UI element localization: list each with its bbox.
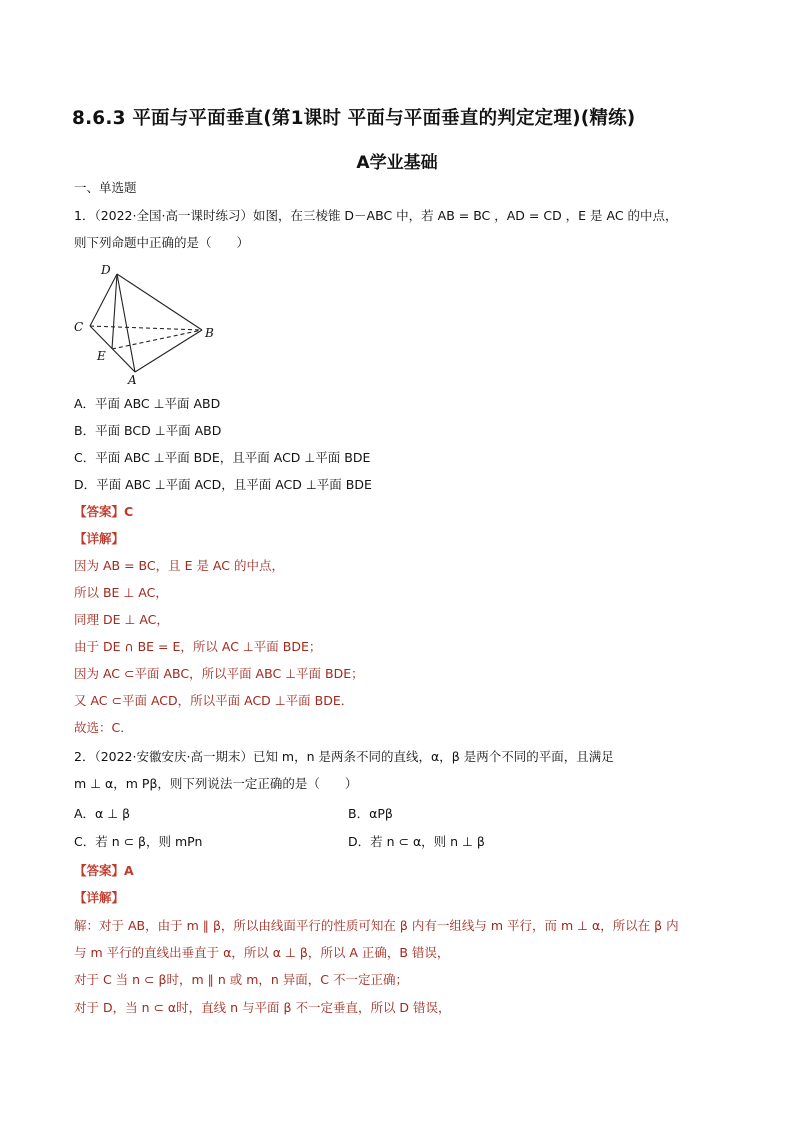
q1-option-b: B．平面 BCD ⊥平面 ABD (74, 423, 222, 438)
q2-option-d: D．若 n ⊂ α，则 n ⊥ β (348, 834, 485, 849)
segment-EB-hidden (112, 330, 202, 349)
edge-DB (117, 274, 202, 330)
q2-option-a: A．α ⊥ β (74, 806, 131, 821)
q1-option-d: D．平面 ABC ⊥平面 ACD，且平面 ACD ⊥平面 BDE (74, 477, 372, 492)
edge-AB (135, 330, 202, 372)
q1-detail-line: 由于 DE ∩ BE = E，所以 AC ⊥平面 BDE； (74, 639, 322, 654)
q2-stem-line-2: m ⊥ α，m Pβ，则下列说法一定正确的是（ ） (74, 776, 358, 791)
q2-detail-label: 【详解】 (74, 890, 125, 905)
q2-stem-line-1: 2．（2022·安徽安庆·高一期末）已知 m，n 是两条不同的直线，α，β 是两个不同的平面，且满足 (74, 749, 614, 764)
q1-detail-line: 因为 AC ⊂平面 ABC，所以平面 ABC ⊥平面 BDE； (74, 666, 364, 681)
q1-stem-line-1: 1．（2022·全国·高一课时练习）如图，在三棱锥 D－ABC 中，若 AB = BC ，AD = CD ，E 是 AC 的中点， (74, 208, 678, 223)
q1-detail-line: 所以 BE ⊥ AC， (74, 585, 168, 600)
q2-option-c: C．若 n ⊂ β，则 mPn (74, 834, 203, 849)
edge-DC (90, 274, 117, 326)
label-B: B (205, 326, 214, 340)
q1-option-c: C．平面 ABC ⊥平面 BDE，且平面 ACD ⊥平面 BDE (74, 450, 371, 465)
q2-answer: 【答案】A (74, 863, 134, 878)
q1-answer: 【答案】C (74, 504, 134, 519)
segment-DE (112, 274, 117, 349)
edge-DA (117, 274, 135, 372)
q1-detail-line: 同理 DE ⊥ AC， (74, 612, 169, 627)
pyramid-figure (70, 262, 230, 386)
q2-detail-line: 对于 D，当 n ⊂ α时，直线 n 与平面 β 不一定垂直，所以 D 错误， (74, 1000, 451, 1015)
section-subtitle: A学业基础 (356, 153, 438, 173)
label-A: A (128, 373, 137, 386)
q1-detail-line: 因为 AB = BC，且 E 是 AC 的中点， (74, 558, 284, 573)
page-title: 8.6.3 平面与平面垂直(第1课时 平面与平面垂直的判定定理)(精练) (72, 108, 636, 129)
q2-detail-line: 解：对于 AB，由于 m ∥ β，所以由线面平行的性质可知在 β 内有一组线与 m 平行，而 m ⊥ α，所以在 β 内 (74, 918, 679, 933)
q2-option-b: B．αPβ (348, 806, 393, 821)
q2-detail-line: 与 m 平行的直线出垂直于 α，所以 α ⊥ β，所以 A 正确，B 错误， (74, 945, 450, 960)
q1-stem-line-2: 则下列命题中正确的是（ ） (74, 235, 250, 250)
section-heading: 一、单选题 (74, 180, 137, 195)
q1-detail-label: 【详解】 (74, 531, 125, 546)
q1-option-a: A．平面 ABC ⊥平面 ABD (74, 396, 221, 411)
q1-detail-line: 又 AC ⊂平面 ACD，所以平面 ACD ⊥平面 BDE． (74, 693, 354, 708)
q2-detail-line: 对于 C 当 n ⊂ β时，m ∥ n 或 m，n 异面，C 不一定正确； (74, 972, 408, 987)
edge-CB-hidden (90, 326, 202, 330)
label-D: D (101, 263, 111, 277)
label-E: E (97, 349, 106, 363)
label-C: C (74, 320, 84, 334)
q1-detail-line: 故选：C． (74, 720, 133, 735)
